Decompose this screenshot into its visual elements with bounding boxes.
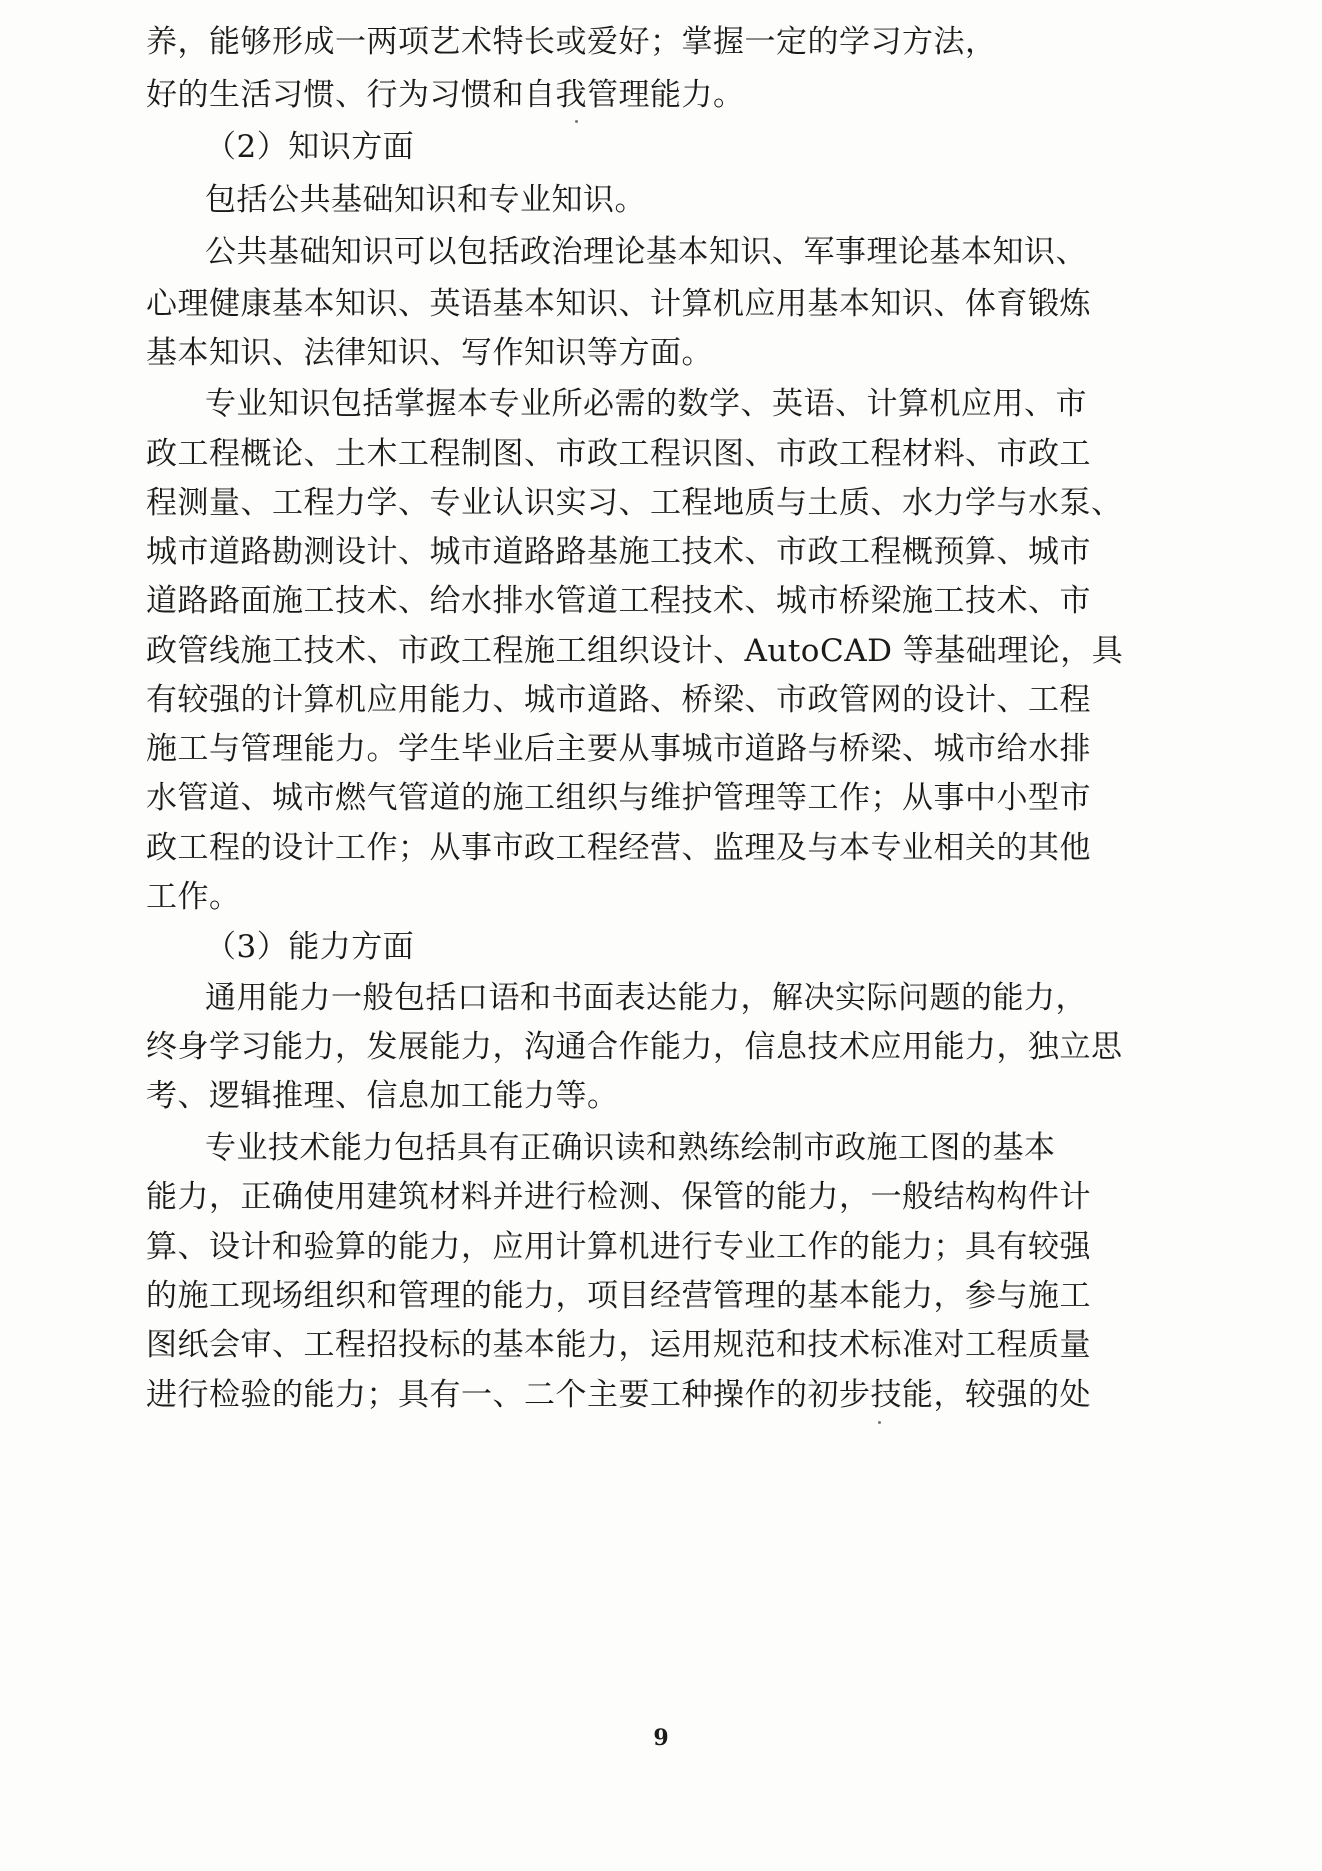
text-line: 基本知识、法律知识、写作知识等方面。 — [146, 335, 713, 371]
text-line: 心理健康基本知识、英语基本知识、计算机应用基本知识、体育锻炼 — [146, 286, 1091, 322]
text-line: 能力，正确使用建筑材料并进行检测、保管的能力，一般结构构件计 — [146, 1179, 1091, 1215]
text-line: 图纸会审、工程招投标的基本能力，运用规范和技术标准对工程质量 — [146, 1327, 1091, 1363]
text-line: 施工与管理能力。学生毕业后主要从事城市道路与桥梁、城市给水排 — [146, 731, 1091, 767]
text-line: 通用能力一般包括口语和书面表达能力，解决实际问题的能力， — [205, 980, 1087, 1016]
text-line: 的施工现场组织和管理的能力，项目经营管理的基本能力，参与施工 — [146, 1278, 1091, 1314]
text-line: 城市道路勘测设计、城市道路路基施工技术、市政工程概预算、城市 — [146, 534, 1091, 570]
scan-speck — [575, 120, 578, 123]
page-number: 9 — [653, 1725, 669, 1751]
text-line: 进行检验的能力；具有一、二个主要工种操作的初步技能，较强的处 — [146, 1377, 1091, 1413]
section-heading-knowledge: （2）知识方面 — [205, 129, 415, 165]
text-line: 政工程的设计工作；从事市政工程经营、监理及与本专业相关的其他 — [146, 830, 1091, 866]
text-line: 工作。 — [146, 879, 241, 915]
text-line: 程测量、工程力学、专业认识实习、工程地质与土质、水力学与水泵、 — [146, 485, 1123, 521]
text-line: 算、设计和验算的能力，应用计算机进行专业工作的能力；具有较强 — [146, 1229, 1091, 1265]
text-line: 水管道、城市燃气管道的施工组织与维护管理等工作；从事中小型市 — [146, 780, 1091, 816]
text-line: 好的生活习惯、行为习惯和自我管理能力。 — [146, 77, 745, 113]
text-line: 包括公共基础知识和专业知识。 — [205, 182, 646, 218]
text-line: 专业知识包括掌握本专业所必需的数学、英语、计算机应用、市 — [205, 386, 1087, 422]
text-line: 道路路面施工技术、给水排水管道工程技术、城市桥梁施工技术、市 — [146, 583, 1091, 619]
text-line: 政管线施工技术、市政工程施工组织设计、AutoCAD 等基础理论，具 — [146, 633, 1124, 669]
text-line: 有较强的计算机应用能力、城市道路、桥梁、市政管网的设计、工程 — [146, 682, 1091, 718]
scan-speck — [878, 1421, 881, 1424]
text-line: 养，能够形成一两项艺术特长或爱好；掌握一定的学习方法， — [146, 24, 997, 60]
text-line: 专业技术能力包括具有正确识读和熟练绘制市政施工图的基本 — [205, 1130, 1056, 1166]
text-line: 公共基础知识可以包括政治理论基本知识、军事理论基本知识、 — [205, 234, 1087, 270]
text-line: 考、逻辑推理、信息加工能力等。 — [146, 1078, 619, 1114]
text-line: 终身学习能力，发展能力，沟通合作能力，信息技术应用能力，独立思 — [146, 1029, 1123, 1065]
section-heading-ability: （3）能力方面 — [205, 929, 415, 965]
text-line: 政工程概论、土木工程制图、市政工程识图、市政工程材料、市政工 — [146, 436, 1091, 472]
